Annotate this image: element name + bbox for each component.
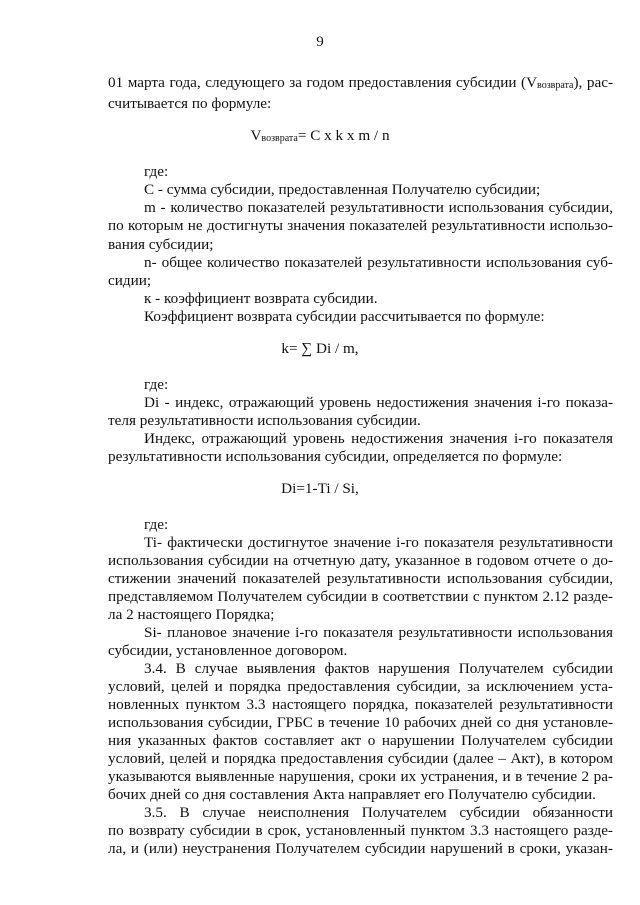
text-line: где: <box>144 163 169 180</box>
text-line: вания субсидии; <box>108 236 214 253</box>
text-line: ла, и (или) неустранения Получателем субсидии нарушений в сроки, указан- <box>108 840 613 857</box>
text-line: сидии; <box>108 272 152 289</box>
text-line: Коэффициент возврата субсидии рассчитывается по формуле: <box>144 308 545 325</box>
text-line: новленных пунктом 3.3 настоящего порядка, показателей результативности <box>108 696 613 713</box>
text-line: Di - индекс, отражающий уровень недостижения значения i-го показа- <box>144 394 613 411</box>
text-line: бочих дней со дня составления Акта направляет его Получателю субсидии. <box>108 786 596 803</box>
text-line: теля результативности использования субсидии. <box>108 412 421 429</box>
text-line: где: <box>144 376 169 393</box>
text-line: 3.5. В случае неисполнения Получателем субсидии обязанности <box>144 804 613 821</box>
text-line: указываются выявленные нарушения, сроки их устранения, и в течение 2 ра- <box>108 768 613 785</box>
text-line: 3.4. В случае выявления фактов нарушения Получателем субсидии <box>144 660 613 677</box>
text-line: Индекс, отражающий уровень недостижения значения i-го показателя <box>144 430 613 447</box>
text-line: Ti- фактически достигнутое значение i-го показателя результативности <box>144 534 613 551</box>
text-line: результативности использования субсидии, определяется по формуле: <box>108 448 563 465</box>
text-line: стижении значений показателей результативности использования субсидии, <box>108 570 613 587</box>
formula: k= ∑ Di / m, <box>281 340 359 357</box>
text-line: по возврату субсидии в срок, установленный пунктом 3.3 настоящего разде- <box>108 822 613 839</box>
text-line: к - коэффициент возврата субсидии. <box>144 290 378 307</box>
text-line: использования субсидии на отчетную дату, указанное в годовом отчете о до- <box>108 552 613 569</box>
text-line: считывается по формуле: <box>108 95 272 112</box>
text-line: n- общее количество показателей результативности использования суб- <box>144 254 613 271</box>
text-line: Si- плановое значение i-го показателя результативности использования <box>144 624 613 641</box>
text-line: где: <box>144 516 169 533</box>
text-line: по которым не достигнуты значения показателей результативности использо- <box>108 217 613 234</box>
text-line: использования субсидии, ГРБС в течение 10 рабочих дней со дня установле- <box>108 714 613 731</box>
page-number: 9 <box>316 34 324 50</box>
formula: Di=1-Ti / Si, <box>281 480 359 497</box>
text-line: ла 2 настоящего Порядка; <box>108 606 275 623</box>
text-line: ния указанных фактов составляет акт о нарушении Получателем субсидии <box>108 732 613 749</box>
formula: $V_{возврата}= C$ x k x m / n <box>250 127 390 144</box>
text-line: условий, целей и порядка предоставления субсидии (далее – Акт), в котором <box>108 750 613 767</box>
text-line: субсидии, установленное договором. <box>108 642 348 659</box>
text-line: 01 марта года, следующего за годом предоставления субсидии $(V_{возврата})$, рас- <box>108 74 614 91</box>
text-line: С - сумма субсидии, предоставленная Получателю субсидии; <box>144 181 541 198</box>
text-line: m - количество показателей результативности использования субсидии, <box>144 199 613 216</box>
text-line: представляемом Получателем субсидии в соответствии с пунктом 2.12 разде- <box>108 588 613 605</box>
text-line: условий, целей и порядка предоставления субсидии, за исключением уста- <box>108 678 613 695</box>
